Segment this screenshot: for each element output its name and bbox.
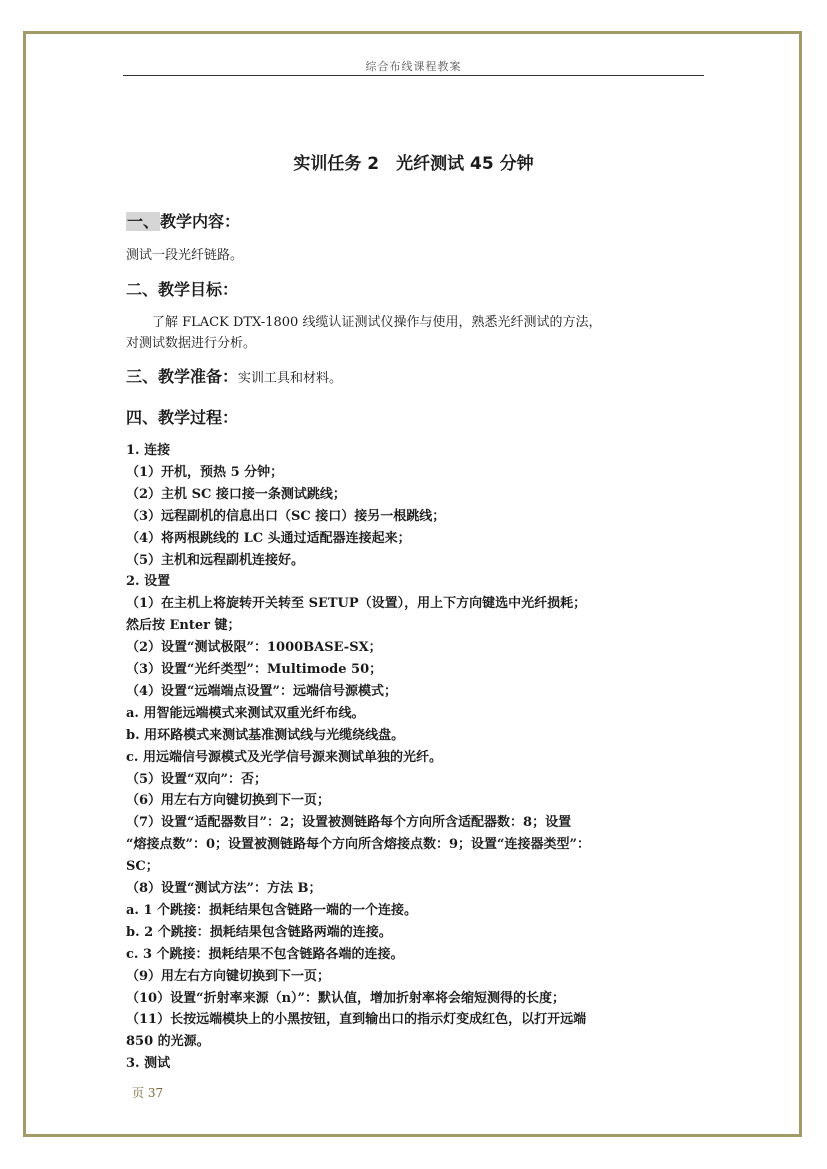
step-line: 2. 设置: [126, 574, 171, 590]
step-line: （3）设置“光纤类型”：Multimode 50；: [126, 662, 383, 677]
step-line: （5）主机和远程副机连接好。: [126, 552, 305, 568]
step-line: “熔接点数”：0；设置被测链路每个方向所含熔接点数：9；设置“连接器类型”：: [126, 837, 591, 853]
section-1-number: 一、: [127, 212, 160, 231]
section-1-body: 测试一段光纤链路。: [126, 248, 244, 263]
step-line: （7）设置“适配器数目”：2；设置被测链路每个方向所含适配器数：8；设置: [126, 815, 572, 831]
step-line: （3）远程副机的信息出口（SC 接口）接另一根跳线；: [126, 508, 446, 524]
step-line: c. 3 个跳接：损耗结果不包含链路各端的连接。: [126, 946, 404, 962]
step-line: （11）长按远端模块上的小黑按钮，直到输出口的指示灯变成红色，以打开远端: [126, 1012, 587, 1028]
step-line: （10）设置“折射率来源（n）”：默认值，增加折射率将会缩短测得的长度；: [126, 990, 565, 1006]
section-2-line-2: 对测试数据进行分析。: [126, 336, 257, 351]
page-header: 综合布线课程教案: [365, 60, 462, 73]
step-line: SC；: [126, 859, 159, 875]
step-line: （8）设置“测试方法”：方法 B；: [126, 881, 322, 896]
section-3-title: 三、教学准备：: [126, 367, 239, 386]
step-line: b. 用环路模式来测试基准测试线与光缆绕线盘。: [126, 727, 405, 743]
section-2-line-1: 了解 FLACK DTX-1800 线缆认证测试仪操作与使用，熟悉光纤测试的方法，: [126, 315, 602, 330]
section-4-heading: 四、教学过程：: [126, 408, 239, 427]
page-number: 页 37: [132, 1086, 164, 1100]
step-line: （9）用左右方向键切换到下一页；: [126, 968, 331, 984]
step-line: （4）将两根跳线的 LC 头通过适配器连接起来；: [126, 530, 411, 546]
step-line: （4）设置“远端端点设置”：远端信号源模式；: [126, 683, 398, 699]
step-line: 然后按 Enter 键；: [126, 618, 241, 634]
step-line: （1）在主机上将旋转开关转至 SETUP（设置），用上下方向键选中光纤损耗；: [126, 596, 587, 612]
step-line: （2）主机 SC 接口接一条测试跳线；: [126, 486, 346, 502]
step-line: （2）设置“测试极限”：1000BASE-SX；: [126, 640, 382, 656]
step-line: （5）设置“双向”：否；: [126, 771, 268, 787]
step-line: （1）开机，预热 5 分钟；: [126, 464, 284, 480]
section-2-heading: 二、教学目标：: [126, 280, 239, 299]
header-rule: [123, 75, 704, 76]
section-3-heading: [126, 364, 342, 387]
step-line: 850 的光源。: [126, 1034, 210, 1050]
step-line: （6）用左右方向键切换到下一页；: [126, 793, 331, 809]
step-line: a. 用智能远端模式来测试双重光纤布线。: [126, 705, 365, 721]
step-line: 3. 测试: [126, 1056, 171, 1072]
section-1-heading: [126, 209, 240, 232]
step-line: b. 2 个跳接：损耗结果包含链路两端的连接。: [126, 924, 392, 940]
page-title: 实训任务 2 光纤测试 45 分钟: [293, 154, 534, 174]
section-3-body: 实训工具和材料。: [238, 371, 343, 386]
step-line: c. 用远端信号源模式及光学信号源来测试单独的光纤。: [126, 749, 442, 765]
step-line: 1. 连接: [126, 443, 171, 458]
section-1-title: 教学内容：: [160, 212, 241, 231]
step-line: a. 1 个跳接：损耗结果包含链路一端的一个连接。: [126, 902, 418, 918]
